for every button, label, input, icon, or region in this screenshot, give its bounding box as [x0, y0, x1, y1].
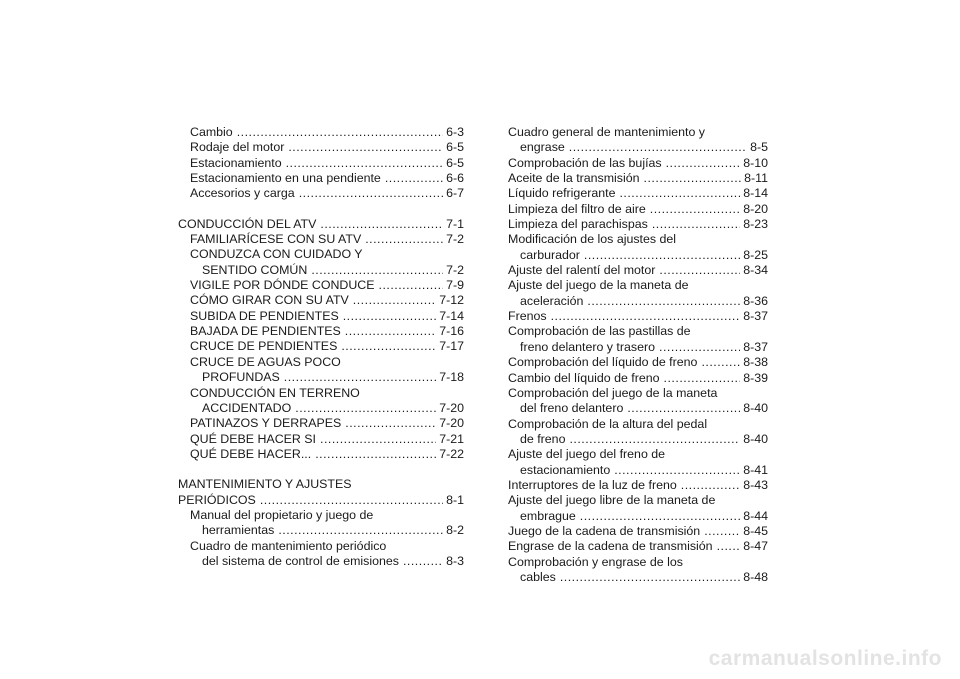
dot-leader [584, 248, 740, 263]
dot-leader [320, 432, 436, 447]
dot-leader [315, 447, 436, 462]
page-number: 8-1 [446, 492, 464, 507]
toc-right-column [508, 125, 768, 585]
page-number: 6-3 [446, 125, 464, 139]
dot-leader [278, 523, 443, 538]
toc-entry-title-line: Manual del propietario y juego de [190, 507, 374, 522]
toc-entry-title: PERIÓDICOS [178, 492, 256, 507]
toc-entry-title-line: Cuadro general de mantenimiento y [508, 125, 705, 139]
page-number: 7-1 [446, 216, 464, 231]
page-number: 8-36 [743, 293, 768, 308]
toc-entry-title: VIGILE POR DÓNDE CONDUCE [190, 278, 375, 293]
page-number: 8-40 [743, 431, 768, 446]
page-number: 8-14 [743, 186, 768, 201]
toc-entry[interactable] [508, 278, 768, 309]
toc-entry-title: Limpieza del filtro de aire [508, 201, 646, 216]
page-number: 6-7 [446, 186, 464, 201]
toc-entry[interactable] [178, 416, 464, 431]
toc-entry-title-line: Comprobación y engrase de los [508, 554, 683, 569]
toc-entry[interactable] [508, 493, 768, 524]
page-number: 7-22 [439, 446, 464, 461]
toc-entry[interactable] [178, 247, 464, 278]
page-number: 7-2 [446, 232, 464, 247]
dot-leader [237, 125, 443, 140]
toc-entry-title: FAMILIARÍCESE CON SU ATV [190, 232, 362, 247]
toc-entry[interactable] [508, 324, 768, 355]
dot-leader [288, 140, 443, 155]
page-number: 8-10 [743, 155, 768, 170]
toc-entry-title-line: CONDUCCIÓN EN TERRENO [190, 385, 360, 400]
page-number: 7-21 [439, 431, 464, 446]
toc-entry[interactable] [178, 140, 464, 155]
toc-entry-title: carburador [520, 247, 580, 262]
dot-leader [580, 509, 740, 524]
dot-leader [666, 156, 741, 171]
page-number: 8-25 [743, 247, 768, 262]
toc-entry-title: SUBIDA DE PENDIENTES [190, 308, 339, 323]
toc-section-mantenimiento [178, 477, 464, 569]
dot-leader [659, 340, 740, 355]
toc-entry[interactable] [508, 186, 768, 201]
dot-leader [701, 355, 740, 370]
toc-entry-title: ACCIDENTADO [202, 400, 292, 415]
toc-entry[interactable] [508, 371, 768, 386]
toc-entry[interactable] [508, 125, 768, 156]
toc-entry-title: Cambio del líquido de freno [508, 370, 660, 385]
toc-entry[interactable] [178, 278, 464, 293]
toc-group-operation [178, 125, 464, 202]
page-number: 8-40 [743, 401, 768, 416]
toc-entry[interactable] [178, 324, 464, 339]
toc-entry-title: Ajuste del ralentí del motor [508, 263, 656, 278]
toc-entry[interactable] [178, 386, 464, 417]
page-number: 6-5 [446, 140, 464, 155]
page-number: 7-17 [439, 339, 464, 354]
page-number: 7-18 [439, 370, 464, 385]
toc-entry-title: del sistema de control de emisiones [202, 553, 399, 568]
dot-leader [627, 401, 740, 416]
toc-entry-title: aceleración [520, 293, 584, 308]
dot-leader [664, 371, 741, 386]
toc-entry[interactable] [508, 355, 768, 370]
toc-entry[interactable] [178, 171, 464, 186]
toc-entry[interactable] [178, 293, 464, 308]
page-number: 8-20 [743, 201, 768, 216]
dot-leader [345, 416, 436, 431]
toc-entry[interactable] [508, 156, 768, 171]
page-number: 8-2 [446, 523, 464, 538]
toc-entry-title: Comprobación de las bujías [508, 155, 662, 170]
toc-entry-title: freno delantero y trasero [520, 339, 655, 354]
toc-entry-title-line: Ajuste del juego del freno de [508, 447, 666, 462]
toc-group-maintenance [508, 125, 768, 585]
toc-entry-title: Juego de la cadena de transmisión [508, 523, 701, 538]
page-number: 8-41 [743, 462, 768, 477]
dot-leader [619, 186, 740, 201]
toc-entry[interactable] [178, 186, 464, 201]
dot-leader [614, 463, 740, 478]
toc-entry[interactable] [178, 125, 464, 140]
dot-leader [320, 217, 443, 232]
toc-entry[interactable] [178, 447, 464, 462]
toc-entry[interactable] [508, 263, 768, 278]
toc-entry[interactable] [508, 417, 768, 448]
page-number: 8-37 [743, 309, 768, 324]
page-number: 7-14 [439, 308, 464, 323]
dot-leader [311, 263, 443, 278]
dot-leader [260, 493, 443, 508]
toc-entry-title-line: Ajuste del juego de la maneta de [508, 278, 689, 293]
toc-entry[interactable] [508, 447, 768, 478]
toc-entry-title: Aceite de la transmisión [508, 171, 640, 186]
toc-entry[interactable] [178, 355, 464, 386]
toc-entry[interactable] [508, 386, 768, 417]
page-number: 7-2 [446, 262, 464, 277]
toc-entry-title-line: Comprobación de la altura del pedal [508, 416, 708, 431]
toc-entry-title: cables [520, 569, 556, 584]
toc-entry[interactable] [508, 539, 768, 554]
toc-entry-title-line: MANTENIMIENTO Y AJUSTES [178, 477, 352, 492]
dot-leader [343, 309, 436, 324]
page-number: 8-39 [743, 370, 768, 385]
dot-leader [659, 263, 740, 278]
dot-leader [681, 478, 740, 493]
page-number: 7-20 [439, 416, 464, 431]
toc-entry-title: de freno [520, 431, 566, 446]
toc-entry-title-line: Cuadro de mantenimiento periódico [190, 538, 387, 553]
toc-entry-title: CRUCE DE PENDIENTES [190, 339, 338, 354]
toc-left-column [178, 125, 464, 569]
toc-entry-title: CONDUCCIÓN DEL ATV [178, 216, 317, 231]
dot-leader [569, 432, 740, 447]
page-number: 8-23 [743, 217, 768, 232]
page-number: 6-5 [446, 155, 464, 170]
toc-entry[interactable] [178, 477, 464, 508]
dot-leader [560, 570, 740, 585]
toc-entry[interactable] [178, 508, 464, 539]
toc-entry-title: Rodaje del motor [190, 140, 285, 155]
page-number: 8-45 [743, 523, 768, 538]
toc-entry-title: engrase [520, 140, 565, 155]
toc-entry-title: CÓMO GIRAR CON SU ATV [190, 293, 349, 308]
toc-entry-title: BAJADA DE PENDIENTES [190, 324, 341, 339]
page-number: 8-48 [743, 569, 768, 584]
toc-entry[interactable] [178, 432, 464, 447]
page-number: 8-5 [750, 140, 768, 155]
dot-leader [551, 309, 741, 324]
dot-leader [353, 293, 436, 308]
dot-leader [403, 554, 443, 569]
dot-leader [650, 202, 740, 217]
toc-entry-title: QUÉ DEBE HACER SI [190, 431, 316, 446]
toc-entry-title-line: CONDUZCA CON CUIDADO Y [190, 247, 363, 262]
page-number: 8-43 [743, 477, 768, 492]
dot-leader [295, 401, 436, 416]
dot-leader [704, 524, 740, 539]
page-number: 8-37 [743, 339, 768, 354]
dot-leader [365, 232, 443, 247]
toc-entry[interactable] [508, 202, 768, 217]
toc-entry[interactable] [178, 539, 464, 570]
toc-entry-title: QUÉ DEBE HACER... [190, 446, 312, 461]
dot-leader [341, 339, 436, 354]
toc-entry[interactable] [508, 555, 768, 586]
toc-entry[interactable] [508, 171, 768, 186]
toc-entry[interactable] [508, 232, 768, 263]
toc-entry-title-line: Modificación de los ajustes del [508, 232, 677, 247]
toc-entry[interactable] [178, 217, 464, 232]
toc-section-conduccion [178, 217, 464, 463]
dot-leader [587, 294, 740, 309]
toc-entry-title-line: Comprobación del juego de la maneta [508, 385, 718, 400]
toc-entry-title-line: Comprobación de las pastillas de [508, 324, 691, 339]
page-number: 8-38 [743, 355, 768, 370]
toc-entry[interactable] [508, 309, 768, 324]
page-number: 8-11 [744, 171, 768, 186]
toc-entry-title: Estacionamiento en una pendiente [190, 171, 381, 186]
page-number: 7-20 [439, 400, 464, 415]
dot-leader [644, 171, 742, 186]
toc-entry-title: Estacionamiento [190, 155, 282, 170]
page-number: 8-3 [446, 553, 464, 568]
toc-entry-title: estacionamiento [520, 462, 611, 477]
toc-entry-title: Cambio [190, 125, 233, 139]
page-number: 7-12 [439, 293, 464, 308]
dot-leader [652, 217, 740, 232]
toc-entry-title: embrague [520, 508, 576, 523]
toc-entry-title-line: Ajuste del juego libre de la maneta de [508, 493, 716, 508]
dot-leader [569, 140, 747, 155]
toc-entry-title: PROFUNDAS [202, 370, 280, 385]
toc-entry-title: PATINAZOS Y DERRAPES [190, 416, 342, 431]
page-number: 7-16 [439, 324, 464, 339]
dot-leader [286, 156, 443, 171]
dot-leader [284, 370, 436, 385]
page-number: 8-47 [743, 539, 768, 554]
toc-entry-title: Frenos [508, 309, 547, 324]
toc-entry-title: Accesorios y carga [190, 186, 295, 201]
page-number: 8-44 [743, 508, 768, 523]
watermark-logo: carmanualsonline.info [708, 647, 942, 670]
toc-entry-title: Líquido refrigerante [508, 186, 616, 201]
toc-entry[interactable] [178, 309, 464, 324]
toc-entry[interactable] [178, 339, 464, 354]
toc-entry[interactable] [508, 524, 768, 539]
dot-leader [379, 278, 444, 293]
toc-entry-title: del freno delantero [520, 401, 624, 416]
dot-leader [345, 324, 436, 339]
toc-entry-title-line: CRUCE DE AGUAS POCO [190, 354, 341, 369]
page-number: 8-34 [743, 263, 768, 278]
toc-entry-title: Interruptores de la luz de freno [508, 477, 677, 492]
page-number: 7-9 [446, 278, 464, 293]
toc-entry-title: SENTIDO COMÚN [202, 262, 308, 277]
toc-entry[interactable] [178, 156, 464, 171]
toc-entry-title: herramientas [202, 523, 275, 538]
dot-leader [299, 186, 443, 201]
toc-entry[interactable] [508, 478, 768, 493]
toc-entry-title: Comprobación del líquido de freno [508, 355, 698, 370]
toc-entry-title: Engrase de la cadena de transmisión [508, 539, 713, 554]
toc-entry-title: Limpieza del parachispas [508, 217, 648, 232]
toc-entry[interactable] [178, 232, 464, 247]
toc-entry[interactable] [508, 217, 768, 232]
dot-leader [717, 539, 741, 554]
dot-leader [385, 171, 443, 186]
page-number: 6-6 [446, 171, 464, 186]
